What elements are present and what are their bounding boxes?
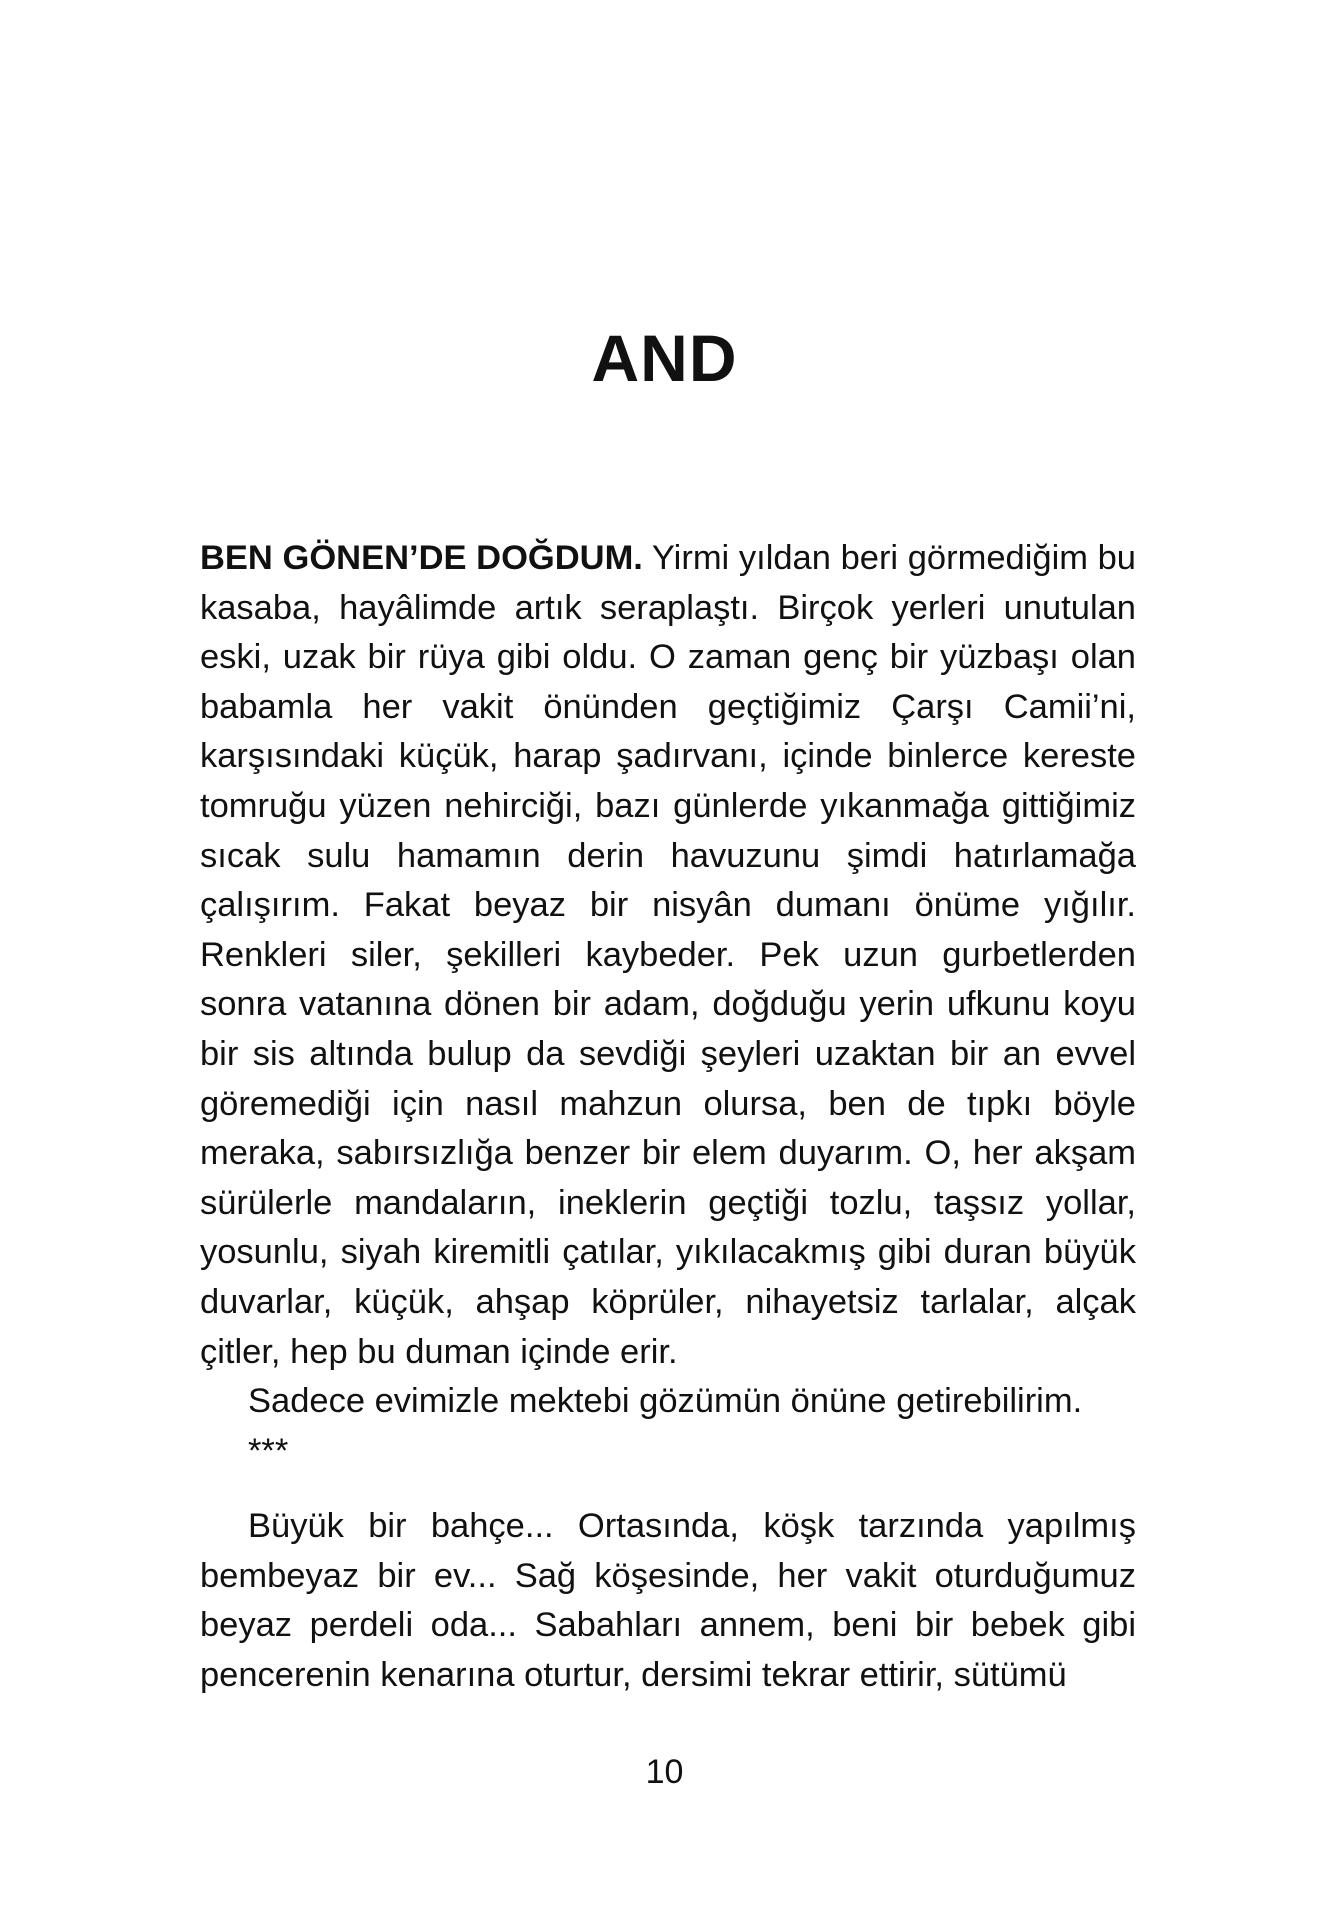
paragraph-lead: BEN GÖNEN’DE DOĞDUM.	[200, 539, 643, 577]
page-number: 10	[645, 1753, 684, 1791]
paragraph-1-text: Yirmi yıldan beri görmediğim bu kasaba, hayâlimde artık seraplaştı. Birçok yerleri unutulan eski, uzak bir rüya gibi oldu. O zaman genç bir yüzbaşı olan babamla her vakit önünden geçtiğimiz Çarşı Camii’ni, karşısındaki küçük, harap şadırvanı, içinde binlerce kereste tomruğu yüzen nehirciği, bazı günlerde yıkanmağa gittiğimiz sıcak sulu hamamın derin havuzunu şimdi hatırlamağa çalışırım. Fakat beyaz bir nisyân dumanı önüme yığılır. Renkleri siler, şekilleri kaybeder. Pek uzun gurbetlerden sonra vatanına dönen bir adam, doğduğu yerin ufkunu koyu bir sis altında bulup da sevdiği şeyleri uzaktan bir an evvel göremediği için nasıl mahzun olursa, ben de tıpkı böyle meraka, sabırsızlığa benzer bir elem duyarım. O, her akşam sürülerle mandaların, ineklerin geçtiği tozlu, taşsız yollar, yosunlu, siyah kiremitli çatılar, yıkılacakmış gibi duran büyük duvarlar, küçük, ahşap köprüler, nihayetsiz tarlalar, alçak çitler, hep bu duman içinde erir.	[200, 539, 1136, 1371]
paragraph-2: Sadece evimizle mektebi gözümün önüne getirebilirim.	[248, 1382, 1083, 1421]
paragraph-1	[200, 534, 1136, 1377]
section-separator: ***	[248, 1431, 289, 1470]
chapter-title: AND	[591, 321, 738, 395]
paragraph-3: Büyük bir bahçe... Ortasında, köşk tarzında yapılmış bembeyaz bir ev... Sağ köşesinde, her vakit oturduğumuz beyaz perdeli oda... Sabahları annem, beni bir bebek gibi pencerenin kenarına oturtur, dersimi tekrar ettirir, sütümü	[200, 1507, 1136, 1695]
body-text	[200, 534, 1136, 1701]
